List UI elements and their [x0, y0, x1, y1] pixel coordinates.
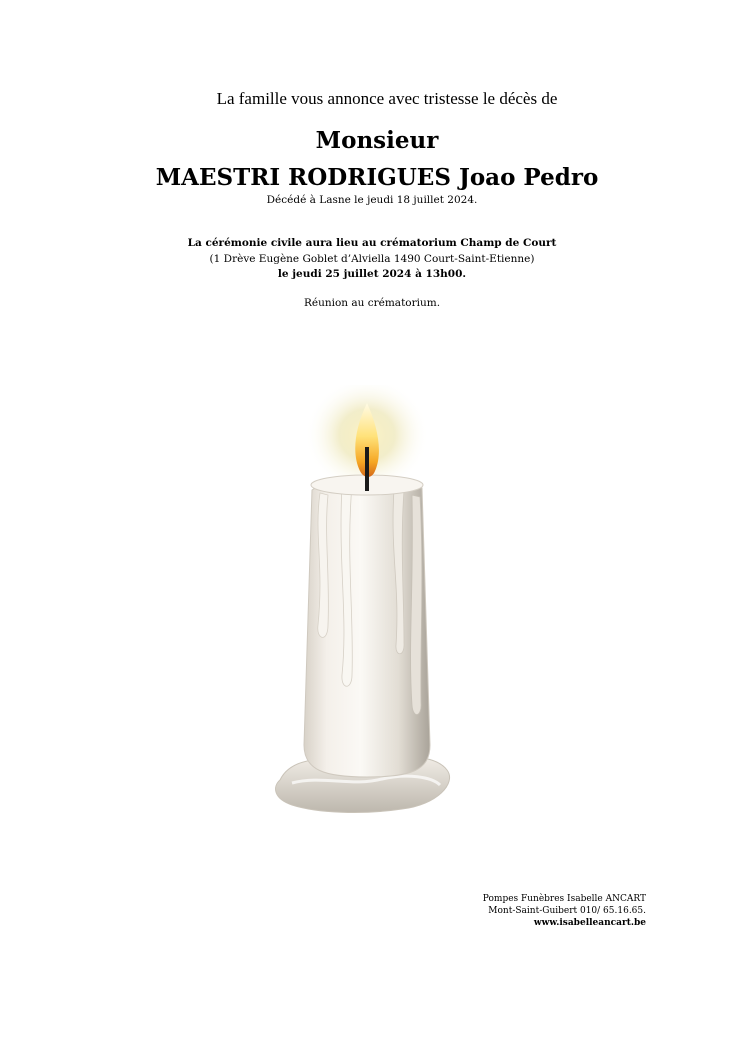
funeral-home-footer [483, 893, 646, 929]
intro-text: La famille vous annonce avec tristesse le décès de [216, 89, 558, 108]
ceremony-location: La cérémonie civile aura lieu au crématorium Champ de Court [187, 237, 557, 249]
ceremony-address: (1 Drève Eugène Goblet d’Alviella 1490 Court-Saint-Etienne) [209, 253, 535, 265]
candle-icon [262, 385, 462, 825]
ceremony-date: le jeudi 25 juillet 2024 à 13h00. [277, 268, 467, 280]
company-contact: Mont-Saint-Guibert 010/ 65.16.65. [488, 906, 646, 916]
deceased-name: MAESTRI RODRIGUES Joao Pedro [155, 164, 599, 191]
company-website-link[interactable]: www.isabelleancart.be [533, 918, 646, 928]
death-notice: Décédé à Lasne le jeudi 18 juillet 2024. [266, 194, 478, 206]
honorific-title: Monsieur [315, 127, 439, 154]
reunion-notice: Réunion au crématorium. [303, 297, 441, 309]
company-name: Pompes Funèbres Isabelle ANCART [482, 894, 646, 904]
